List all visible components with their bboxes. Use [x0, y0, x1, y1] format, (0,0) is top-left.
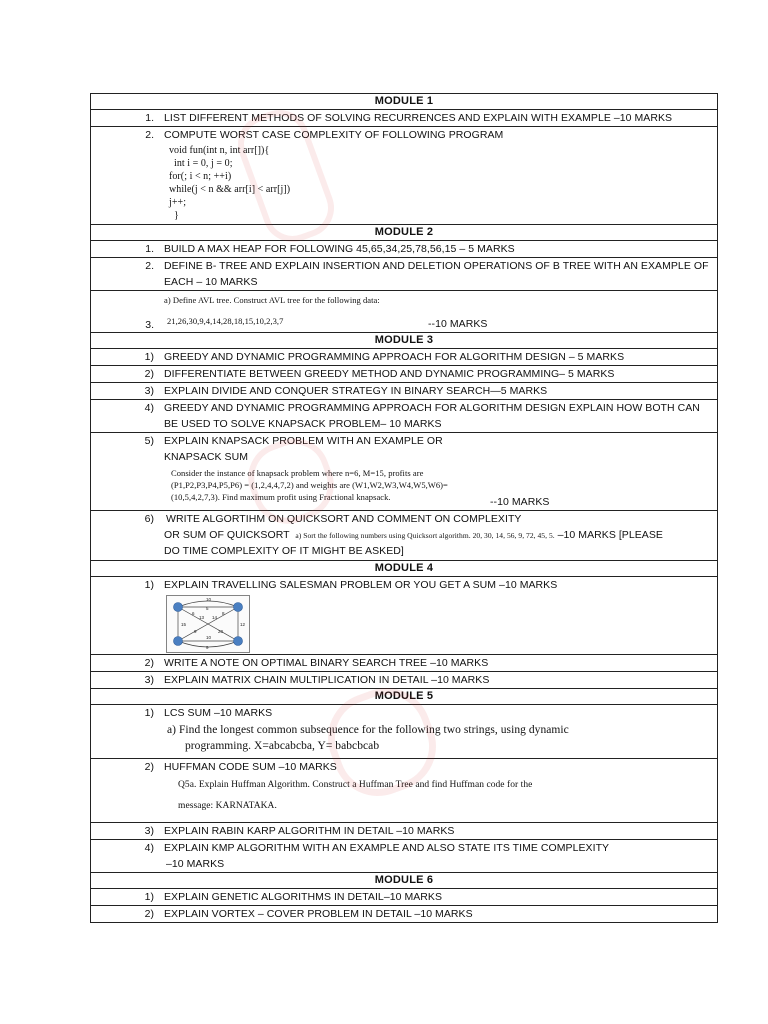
question-number: 2)	[144, 657, 154, 669]
module-1-header: MODULE 1	[91, 94, 717, 110]
clip-line: a) Find the longest common subsequence for the following two strings, using dynamic	[167, 724, 569, 736]
question-clipping: a) Define AVL tree. Construct AVL tree for the following data:	[164, 295, 380, 305]
question-number: 3)	[144, 825, 154, 837]
question-table	[90, 93, 718, 923]
question-number: 3.	[145, 319, 154, 331]
question-text: EXPLAIN MATRIX CHAIN MULTIPLICATION IN DETAIL –10 MARKS	[164, 674, 490, 686]
question-text: EXPLAIN KMP ALGORITHM WITH AN EXAMPLE AND ALSO STATE ITS TIME COMPLEXITY	[164, 842, 610, 854]
question-line	[164, 527, 711, 543]
question-text: KNAPSACK SUM	[164, 451, 249, 463]
module-4-header: MODULE 4	[91, 561, 717, 577]
code-line: while(j < n && arr[i] < arr[j])	[169, 184, 291, 195]
table-row	[91, 349, 717, 366]
table-row	[91, 433, 717, 511]
table-row	[91, 511, 717, 561]
question-cell	[164, 705, 717, 758]
edge-weight: 20	[218, 629, 224, 634]
clip-line: Consider the instance of knapsack problem where n=6, M=15, profits are	[171, 468, 424, 478]
question-text: GREEDY AND DYNAMIC PROGRAMMING APPROACH FOR ALGORITHM DESIGN – 5 MARKS	[164, 351, 625, 363]
question-number: 4)	[144, 842, 154, 854]
clip-line: message: KARNATAKA.	[178, 801, 277, 811]
code-line: j++;	[169, 197, 187, 208]
question-text: HUFFMAN CODE SUM –10 MARKS	[164, 761, 337, 773]
edge-weight: 10	[206, 597, 212, 602]
module-3-header: MODULE 3	[91, 333, 717, 349]
question-number: 1.	[145, 112, 154, 124]
question-cell	[164, 577, 717, 654]
clip-line: (P1,P2,P3,P4,P5,P6) = (1,2,4,4,7,2) and weights are (W1,W2,W3,W4,W5,W6)=	[171, 480, 448, 490]
question-text: EXPLAIN RABIN KARP ALGORITHM IN DETAIL –10 MARKS	[164, 825, 455, 837]
code-line: }	[174, 210, 179, 221]
table-row	[91, 655, 717, 672]
table-row	[91, 400, 717, 433]
question-text: DIFFERENTIATE BETWEEN GREEDY METHOD AND DYNAMIC PROGRAMMING– 5 MARKS	[164, 368, 615, 380]
table-row	[91, 823, 717, 840]
table-row	[91, 906, 717, 922]
edge-weight: 13	[199, 615, 205, 620]
question-cell	[164, 840, 717, 872]
module-2-header: MODULE 2	[91, 225, 717, 241]
question-text: EXPLAIN VORTEX – COVER PROBLEM IN DETAIL –10 MARKS	[164, 908, 473, 920]
table-row	[91, 705, 717, 759]
question-cell	[164, 433, 717, 510]
question-text: WRITE ALGORTIHM ON QUICKSORT AND COMMENT ON COMPLEXITY	[166, 513, 522, 525]
question-clipping	[164, 775, 711, 812]
question-number: 1)	[144, 579, 154, 591]
code-snippet	[164, 143, 711, 222]
edge-weight: 9	[194, 629, 197, 634]
question-text: LCS SUM –10 MARKS	[164, 707, 273, 719]
table-row	[91, 577, 717, 655]
question-number: 5)	[144, 435, 154, 447]
table-row	[91, 127, 717, 225]
graph-node	[174, 637, 183, 646]
clip-line: Q5a. Explain Huffman Algorithm. Construct a Huffman Tree and find Huffman code for the	[178, 780, 533, 790]
marks-label: --10 MARKS	[490, 496, 550, 508]
edge-weight: 5	[206, 606, 209, 611]
graph-node	[174, 603, 183, 612]
code-line: for(; i < n; ++i)	[169, 171, 232, 182]
module-5-header: MODULE 5	[91, 689, 717, 705]
question-text: COMPUTE WORST CASE COMPLEXITY OF FOLLOWING PROGRAM	[164, 129, 504, 141]
question-number: 2)	[144, 761, 154, 773]
question-text: –10 MARKS	[166, 858, 225, 870]
question-number: 4)	[144, 402, 154, 414]
question-cell	[164, 759, 717, 822]
clip-line: (10,5,4,2,7,3). Find maximum profit using Fractional knapsack.	[171, 492, 391, 502]
table-row	[91, 258, 717, 291]
question-text: OR SUM OF QUICKSORT	[164, 529, 290, 541]
tsp-graph-figure	[166, 595, 250, 653]
question-number: 1)	[144, 351, 154, 363]
question-cell	[164, 291, 717, 332]
module-6-header: MODULE 6	[91, 873, 717, 889]
table-row	[91, 759, 717, 823]
table-row	[91, 241, 717, 258]
question-text: EXPLAIN TRAVELLING SALESMAN PROBLEM OR YOU GET A SUM –10 MARKS	[164, 579, 558, 591]
question-clipping	[164, 465, 711, 503]
question-number: 3)	[144, 674, 154, 686]
question-clipping: a) Sort the following numbers using Quicksort algorithm. 20, 30, 14, 56, 9, 72, 45, 5.	[295, 531, 555, 540]
table-row	[91, 383, 717, 400]
clip-line: programming. X=abcabcba, Y= babcbcab	[185, 740, 380, 752]
graph-node	[234, 603, 243, 612]
table-row	[91, 840, 717, 873]
question-number: 6)	[144, 513, 154, 525]
code-line: int i = 0, j = 0;	[174, 158, 233, 169]
edge-weight: 9	[206, 645, 209, 650]
question-clipping: 21,26,30,9,4,14,28,18,15,10,2,3,7	[167, 316, 284, 326]
question-text: GREEDY AND DYNAMIC PROGRAMMING APPROACH FOR ALGORITHM DESIGN EXPLAIN HOW BOTH CAN BE USED TO SOLVE KNAPSACK PROBLEM– 10 MARKS	[164, 402, 700, 430]
question-text: EXPLAIN GENETIC ALGORITHMS IN DETAIL–10 MARKS	[164, 891, 443, 903]
table-row	[91, 291, 717, 333]
table-row	[91, 889, 717, 906]
question-number: 1.	[145, 243, 154, 255]
question-text: LIST DIFFERENT METHODS OF SOLVING RECURRENCES AND EXPLAIN WITH EXAMPLE –10 MARKS	[164, 112, 673, 124]
edge-weight: 6	[192, 611, 195, 616]
question-number: 3)	[144, 385, 154, 397]
question-text: –10 MARKS [PLEASE	[557, 529, 663, 541]
question-text: DO TIME COMPLEXITY OF IT MIGHT BE ASKED]	[164, 545, 404, 557]
question-clipping	[164, 721, 711, 754]
edge-weight: 15	[181, 622, 187, 627]
question-number: 1)	[144, 891, 154, 903]
edge-weight: 12	[240, 622, 246, 627]
marks-label: --10 MARKS	[428, 318, 488, 330]
edge-weight: 14	[212, 615, 218, 620]
table-row	[91, 110, 717, 127]
question-number: 2.	[145, 260, 154, 272]
table-row	[91, 672, 717, 689]
edge-weight: 8	[222, 611, 225, 616]
question-text: EXPLAIN DIVIDE AND CONQUER STRATEGY IN BINARY SEARCH—5 MARKS	[164, 385, 548, 397]
question-number: 1)	[144, 707, 154, 719]
question-cell	[164, 511, 717, 560]
edge-weight: 10	[206, 635, 212, 640]
question-number: 2.	[145, 129, 154, 141]
table-row	[91, 366, 717, 383]
question-text: DEFINE B- TREE AND EXPLAIN INSERTION AND DELETION OPERATIONS OF B TREE WITH AN EXAMPLE OF EACH – 10 MARKS	[164, 260, 709, 288]
question-number: 2)	[144, 908, 154, 920]
question-text: BUILD A MAX HEAP FOR FOLLOWING 45,65,34,25,78,56,15 – 5 MARKS	[164, 243, 515, 255]
code-line: void fun(int n, int arr[]){	[169, 145, 270, 156]
question-text: EXPLAIN KNAPSACK PROBLEM WITH AN EXAMPLE OR	[164, 435, 443, 447]
question-text: WRITE A NOTE ON OPTIMAL BINARY SEARCH TREE –10 MARKS	[164, 657, 489, 669]
question-cell	[164, 127, 717, 224]
graph-node	[234, 637, 243, 646]
question-number: 2)	[144, 368, 154, 380]
